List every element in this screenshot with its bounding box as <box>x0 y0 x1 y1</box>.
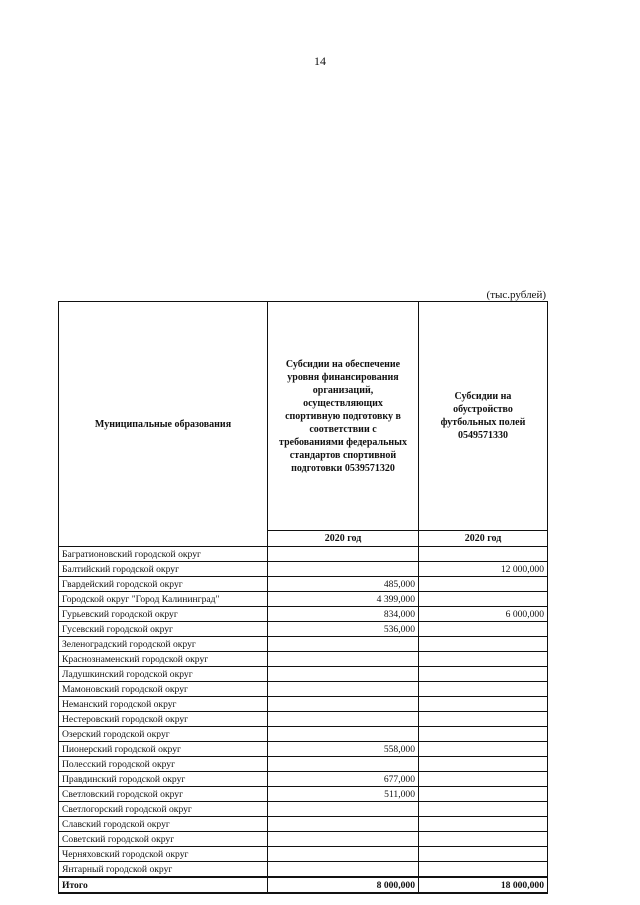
table-row <box>59 637 548 652</box>
subsidy-sports-value <box>268 817 419 832</box>
subsidy-football-value <box>419 847 548 862</box>
municipality-name: Багратионовский городской округ <box>59 547 268 562</box>
table-row <box>59 697 548 712</box>
subsidy-sports-value: 558,000 <box>268 742 419 757</box>
municipality-name: Балтийский городской округ <box>59 562 268 577</box>
municipality-name: Нестеровский городской округ <box>59 712 268 727</box>
subsidy-football-value <box>419 682 548 697</box>
table-row <box>59 622 548 637</box>
subsidy-football-value <box>419 832 548 847</box>
subsidy-football-value <box>419 742 548 757</box>
units-note: (тыс.рублей) <box>486 289 546 301</box>
subsidy-football-value <box>419 622 548 637</box>
table-row <box>59 832 548 847</box>
table-row <box>59 547 548 562</box>
table-row <box>59 682 548 697</box>
subsidy-football-value <box>419 787 548 802</box>
subsidy-football-value <box>419 652 548 667</box>
municipality-name: Озерский городской округ <box>59 727 268 742</box>
table-row <box>59 607 548 622</box>
total-row <box>59 877 548 893</box>
header-subsidy-football-fields: Субсидии на обустройство футбольных полей 0549571330 <box>419 302 548 531</box>
subsidy-sports-value: 677,000 <box>268 772 419 787</box>
municipality-name: Правдинский городской округ <box>59 772 268 787</box>
table-row <box>59 742 548 757</box>
table-row <box>59 787 548 802</box>
header-municipality: Муниципальные образования <box>59 302 268 547</box>
table-body <box>59 547 548 878</box>
municipality-name: Славский городской округ <box>59 817 268 832</box>
subsidy-sports-value <box>268 562 419 577</box>
subsidy-football-value: 6 000,000 <box>419 607 548 622</box>
table-row <box>59 652 548 667</box>
municipality-name: Мамоновский городской округ <box>59 682 268 697</box>
subsidy-football-value <box>419 802 548 817</box>
subsidy-football-value <box>419 757 548 772</box>
subsidy-sports-value <box>268 682 419 697</box>
subsidy-sports-value <box>268 802 419 817</box>
table-row <box>59 817 548 832</box>
table-row <box>59 577 548 592</box>
subsidy-football-value <box>419 637 548 652</box>
subsidy-sports-value <box>268 637 419 652</box>
municipality-name: Пионерский городской округ <box>59 742 268 757</box>
municipality-name: Черняховский городской округ <box>59 847 268 862</box>
subsidy-football-value <box>419 712 548 727</box>
page-number: 14 <box>314 54 326 68</box>
municipality-name: Краснознаменский городской округ <box>59 652 268 667</box>
total-value-col3: 18 000,000 <box>419 877 548 893</box>
table-row <box>59 802 548 817</box>
table-row <box>59 667 548 682</box>
subsidy-football-value <box>419 667 548 682</box>
subsidy-sports-value <box>268 727 419 742</box>
municipality-name: Советский городской округ <box>59 832 268 847</box>
municipality-name: Янтарный городской округ <box>59 862 268 878</box>
table-row <box>59 562 548 577</box>
municipality-name: Полесский городской округ <box>59 757 268 772</box>
subsidy-sports-value: 536,000 <box>268 622 419 637</box>
table-row <box>59 772 548 787</box>
subsidy-football-value <box>419 772 548 787</box>
subsidy-sports-value <box>268 757 419 772</box>
municipality-name: Светлогорский городской округ <box>59 802 268 817</box>
municipality-name: Зеленоградский городской округ <box>59 637 268 652</box>
subsidy-sports-value <box>268 862 419 878</box>
subsidy-football-value <box>419 547 548 562</box>
municipality-name: Гусевский городской округ <box>59 622 268 637</box>
table-row <box>59 847 548 862</box>
total-value-col2: 8 000,000 <box>268 877 419 893</box>
subsidy-sports-value <box>268 847 419 862</box>
subsidy-football-value <box>419 577 548 592</box>
subsidy-sports-value: 834,000 <box>268 607 419 622</box>
subsidy-football-value <box>419 817 548 832</box>
subsidy-sports-value <box>268 712 419 727</box>
subsidy-football-value: 12 000,000 <box>419 562 548 577</box>
subsidy-sports-value <box>268 652 419 667</box>
subsidy-sports-value <box>268 667 419 682</box>
subsidy-football-value <box>419 697 548 712</box>
header-year-col2: 2020 год <box>268 531 419 547</box>
table-row <box>59 727 548 742</box>
subsidy-sports-value <box>268 697 419 712</box>
municipality-name: Ладушкинский городской округ <box>59 667 268 682</box>
municipality-name: Гурьевский городской округ <box>59 607 268 622</box>
table-row <box>59 862 548 878</box>
subsidy-football-value <box>419 727 548 742</box>
subsidy-sports-value <box>268 547 419 562</box>
total-label: Итого <box>59 877 268 893</box>
subsidy-sports-value: 511,000 <box>268 787 419 802</box>
table-row <box>59 757 548 772</box>
subsidy-football-value <box>419 592 548 607</box>
header-year-col3: 2020 год <box>419 531 548 547</box>
municipality-name: Городской округ "Город Калининград" <box>59 592 268 607</box>
subsidy-football-value <box>419 862 548 878</box>
header-subsidy-sports-training: Субсидии на обеспечение уровня финансирования организаций, осуществляющих спортивную подготовку в соответствии с требованиями федеральных стандартов спортивной подготовки 0539571320 <box>268 302 419 531</box>
subsidy-sports-value <box>268 832 419 847</box>
municipality-name: Гвардейский городской округ <box>59 577 268 592</box>
municipality-name: Неманский городской округ <box>59 697 268 712</box>
table-row <box>59 592 548 607</box>
municipality-name: Светловский городской округ <box>59 787 268 802</box>
subsidy-sports-value: 4 399,000 <box>268 592 419 607</box>
subsidy-table <box>58 301 548 894</box>
subsidy-sports-value: 485,000 <box>268 577 419 592</box>
table-row <box>59 712 548 727</box>
